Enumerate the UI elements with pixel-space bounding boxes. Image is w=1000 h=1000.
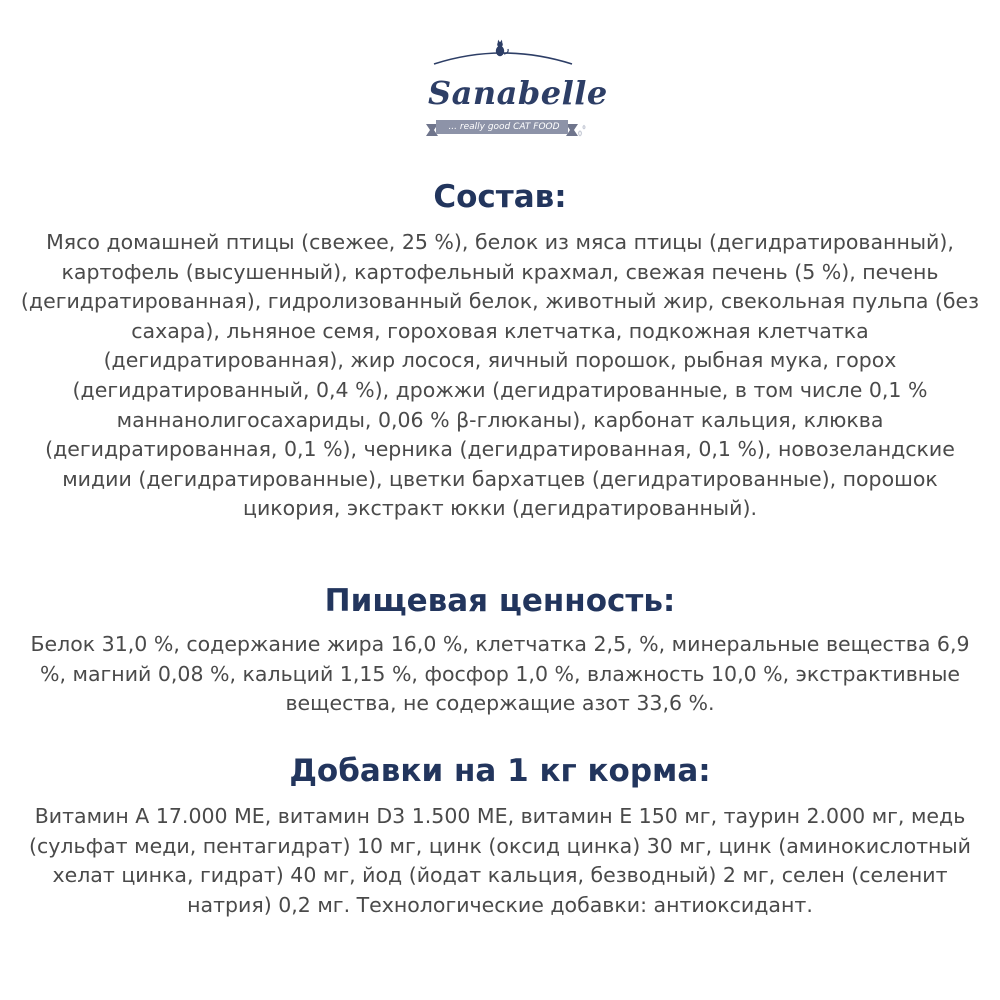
- composition-text: Мясо домашней птицы (свежее, 25 %), белок из мяса птицы (дегидратированный), картофель (высушенный), картофельный крахмал, свежая печень (5 %), печень (дегидратированная), гидролизованный белок, животный жир, свекольная пульпа (без сахара), льняное семя, гороховая клетчатка, подкожная клетчатка (дегидратированная), жир лосося, яичный порошок, рыбная мука, горох (дегидратированный, 0,4 %), дрожжи (дегидратированные, в том числе 0,1 % маннанолигосахариды, 0,06 % β-глюканы), карбонат кальция, клюква (дегидратированная, 0,1 %), черника (дегидратированная, 0,1 %), новозеландские мидии (дегидратированные), цветки бархатцев (дегидратированные), порошок цикория, экстракт юкки (дегидратированный).: [20, 230, 980, 521]
- nutrition-heading: Пищевая ценность:: [324, 583, 676, 619]
- nutrition-section: [20, 582, 980, 719]
- logo-arc: [434, 53, 572, 64]
- brand-logo: [412, 38, 608, 148]
- nutrition-text: Белок 31,0 %, содержание жира 16,0 %, клетчатка 2,5, %, минеральные вещества 6,9 %, магний 0,08 %, кальций 1,15 %, фосфор 1,0 %, влажность 10,0 %, экстрактивные вещества, не содержащие азот 33,6 %.: [30, 632, 970, 716]
- additives-section: [20, 752, 980, 920]
- composition-heading: Состав:: [433, 179, 567, 215]
- cat-silhouette-icon: [496, 40, 508, 57]
- brand-wordmark: Sanabelle: [428, 74, 608, 112]
- heart-icon: [579, 126, 586, 137]
- composition-section: [20, 178, 980, 524]
- additives-heading: Добавки на 1 кг корма:: [289, 753, 711, 789]
- brand-tagline: ... really good CAT FOOD: [448, 122, 560, 132]
- additives-text: Витамин А 17.000 МЕ, витамин D3 1.500 МЕ, витамин Е 150 мг, таурин 2.000 мг, медь (сульфат меди, пентагидрат) 10 мг, цинк (оксид цинка) 30 мг, цинк (аминокислотный хелат цинка, гидрат) 40 мг, йод (йодат кальция, безводный) 2 мг, селен (селенит натрия) 0,2 мг. Технологические добавки: антиоксидант.: [29, 804, 971, 917]
